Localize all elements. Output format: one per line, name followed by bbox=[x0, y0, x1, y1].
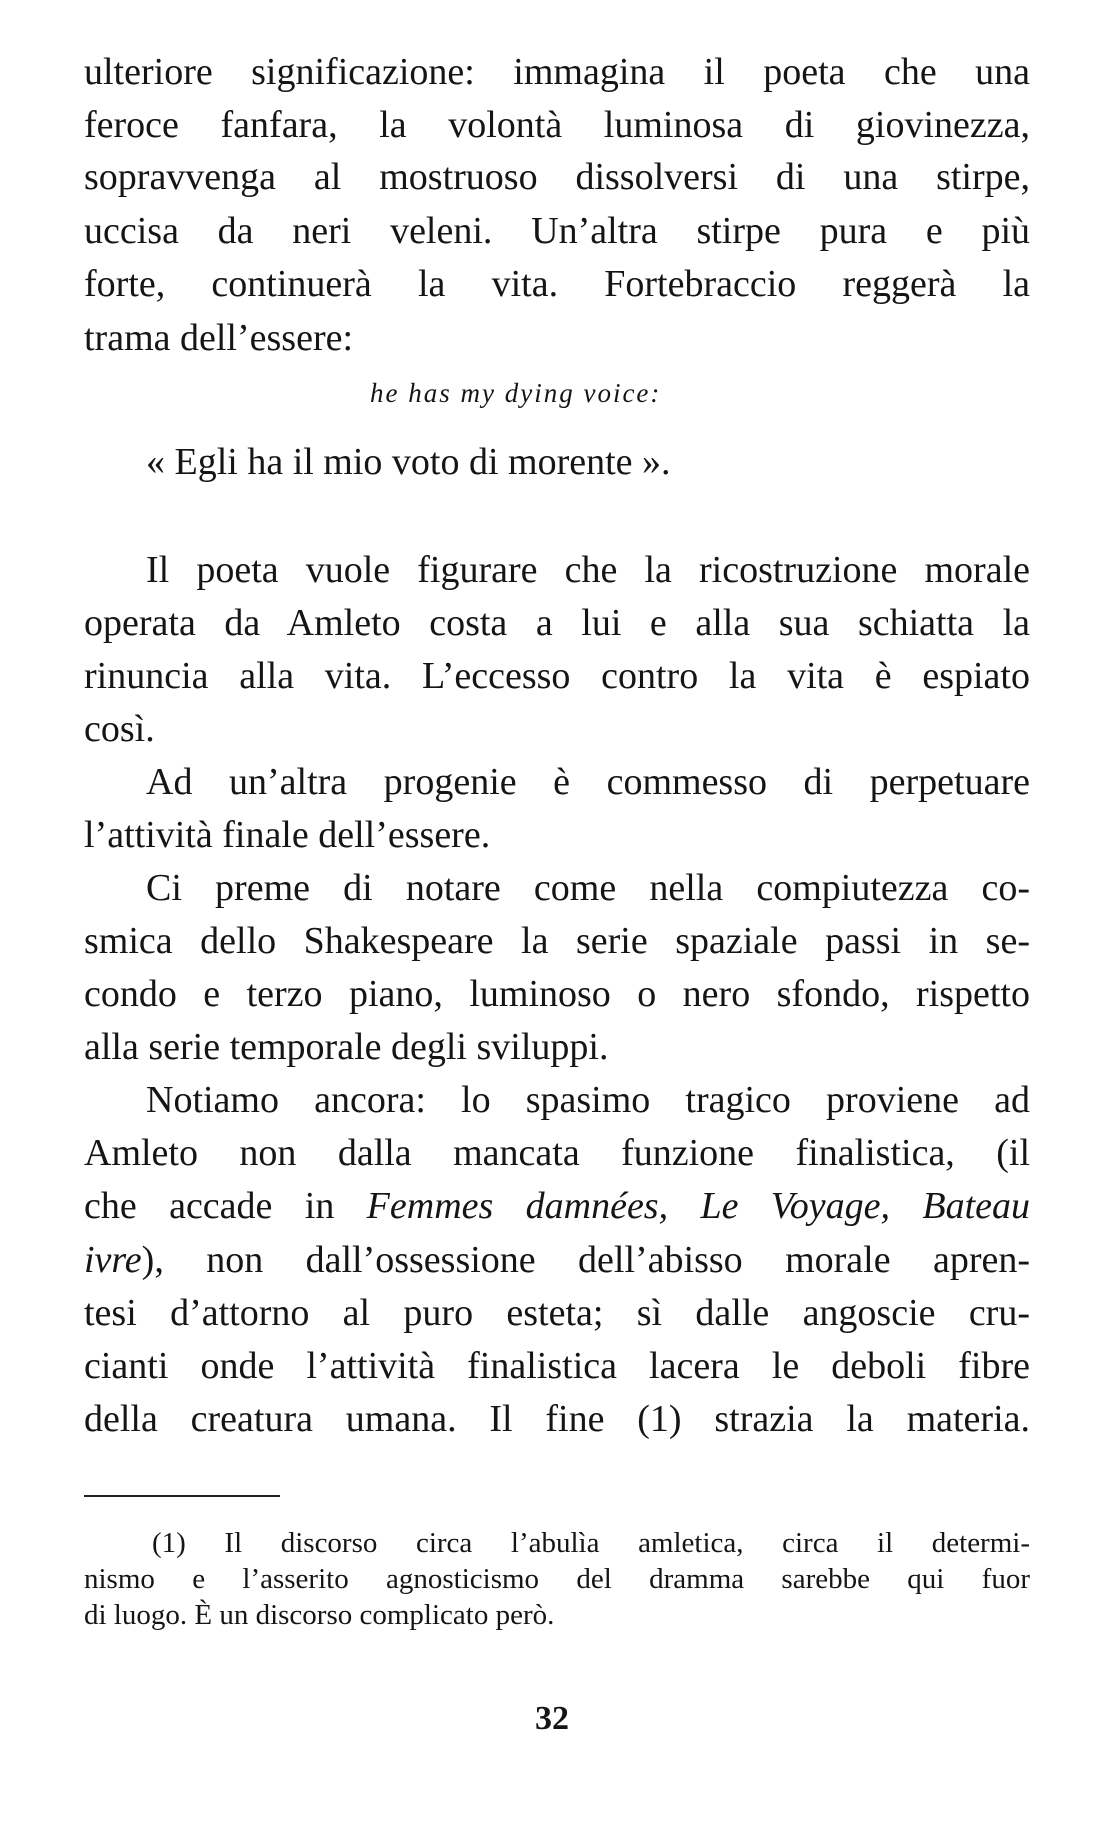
text-segment: forte, continuerà la vita. Fortebraccio reggerà la bbox=[84, 263, 1030, 305]
text-line bbox=[84, 209, 1030, 253]
text-segment: l’attività finale dell’essere. bbox=[84, 814, 491, 856]
text-line bbox=[146, 1078, 1030, 1122]
footnote-line: di luogo. È un discorso complicato però. bbox=[84, 1599, 555, 1631]
text-segment: rinuncia alla vita. L’eccesso contro la vita è espiato bbox=[84, 655, 1030, 697]
text-line bbox=[84, 972, 1030, 1016]
text-line bbox=[84, 50, 1030, 94]
footnote-line: nismo e l’asserito agnosticismo del dramma sarebbe qui fuor bbox=[84, 1563, 1030, 1595]
text-segment: trama dell’essere: bbox=[84, 317, 354, 359]
text-segment: uccisa da neri veleni. Un’altra stirpe pura e più bbox=[84, 210, 1030, 252]
text-line bbox=[84, 601, 1030, 645]
quotation-line bbox=[370, 378, 661, 409]
text-line bbox=[146, 548, 1030, 592]
footnote-line: (1) Il discorso circa l’abulìa amletica, circa il determi- bbox=[152, 1527, 1030, 1559]
text-segment: sopravvenga al mostruoso dissolversi di una stirpe, bbox=[84, 156, 1030, 198]
text-segment: così. bbox=[84, 708, 155, 750]
text-segment: feroce fanfara, la volontà luminosa di giovinezza, bbox=[84, 104, 1030, 146]
text-segment: della creatura umana. Il fine (1) strazia la materia. bbox=[84, 1398, 1030, 1440]
italic-text: he has my dying voice: bbox=[370, 378, 662, 408]
text-line bbox=[84, 919, 1030, 963]
text-line bbox=[84, 1397, 1030, 1441]
text-segment: « Egli ha il mio voto di morente ». bbox=[146, 441, 671, 483]
text-segment: Ci preme di notare come nella compiutezza co- bbox=[146, 867, 1030, 909]
text-segment: operata da Amleto costa a lui e alla sua schiatta la bbox=[84, 602, 1030, 644]
text-line bbox=[84, 1131, 1030, 1175]
text-line bbox=[84, 103, 1030, 147]
text-line bbox=[84, 1344, 1030, 1388]
text-segment: ), non dall’ossessione dell’abisso morale apren- bbox=[141, 1239, 1030, 1281]
text-line bbox=[84, 262, 1030, 306]
text-line bbox=[84, 1025, 1030, 1069]
text-line bbox=[84, 1238, 1030, 1282]
text-line bbox=[146, 866, 1030, 910]
text-segment: Notiamo ancora: lo spasimo tragico proviene ad bbox=[146, 1079, 1030, 1121]
text-segment: Il poeta vuole figurare che la ricostruzione morale bbox=[146, 549, 1030, 591]
text-segment: che accade in bbox=[84, 1185, 367, 1227]
text-line bbox=[84, 1291, 1030, 1335]
text-line bbox=[146, 440, 1092, 484]
text-line bbox=[84, 813, 1030, 857]
text-segment: smica dello Shakespeare la serie spaziale passi in se- bbox=[84, 920, 1030, 962]
text-segment: condo e terzo piano, luminoso o nero sfondo, rispetto bbox=[84, 973, 1030, 1015]
text-segment: tesi d’attorno al puro esteta; sì dalle angoscie cru- bbox=[84, 1292, 1030, 1334]
italic-text: ivre bbox=[84, 1239, 142, 1281]
text-segment: cianti onde l’attività finalistica lacera le deboli fibre bbox=[84, 1345, 1030, 1387]
text-segment: Ad un’altra progenie è commesso di perpetuare bbox=[146, 761, 1030, 803]
text-line bbox=[84, 1184, 1030, 1228]
text-line bbox=[84, 654, 1030, 698]
text-line bbox=[84, 707, 1030, 751]
text-line bbox=[84, 155, 1030, 199]
text-segment: alla serie temporale degli sviluppi. bbox=[84, 1026, 609, 1068]
italic-text: Femmes damnées, Le Voyage, Bateau bbox=[366, 1185, 1031, 1227]
page-number: 32 bbox=[535, 1700, 569, 1737]
footnote-separator bbox=[84, 1495, 280, 1497]
text-segment: Amleto non dalla mancata funzione finalistica, (il bbox=[84, 1132, 1030, 1174]
text-line bbox=[146, 760, 1030, 804]
text-segment: ulteriore significazione: immagina il poeta che una bbox=[84, 51, 1030, 93]
text-line bbox=[84, 316, 1030, 360]
